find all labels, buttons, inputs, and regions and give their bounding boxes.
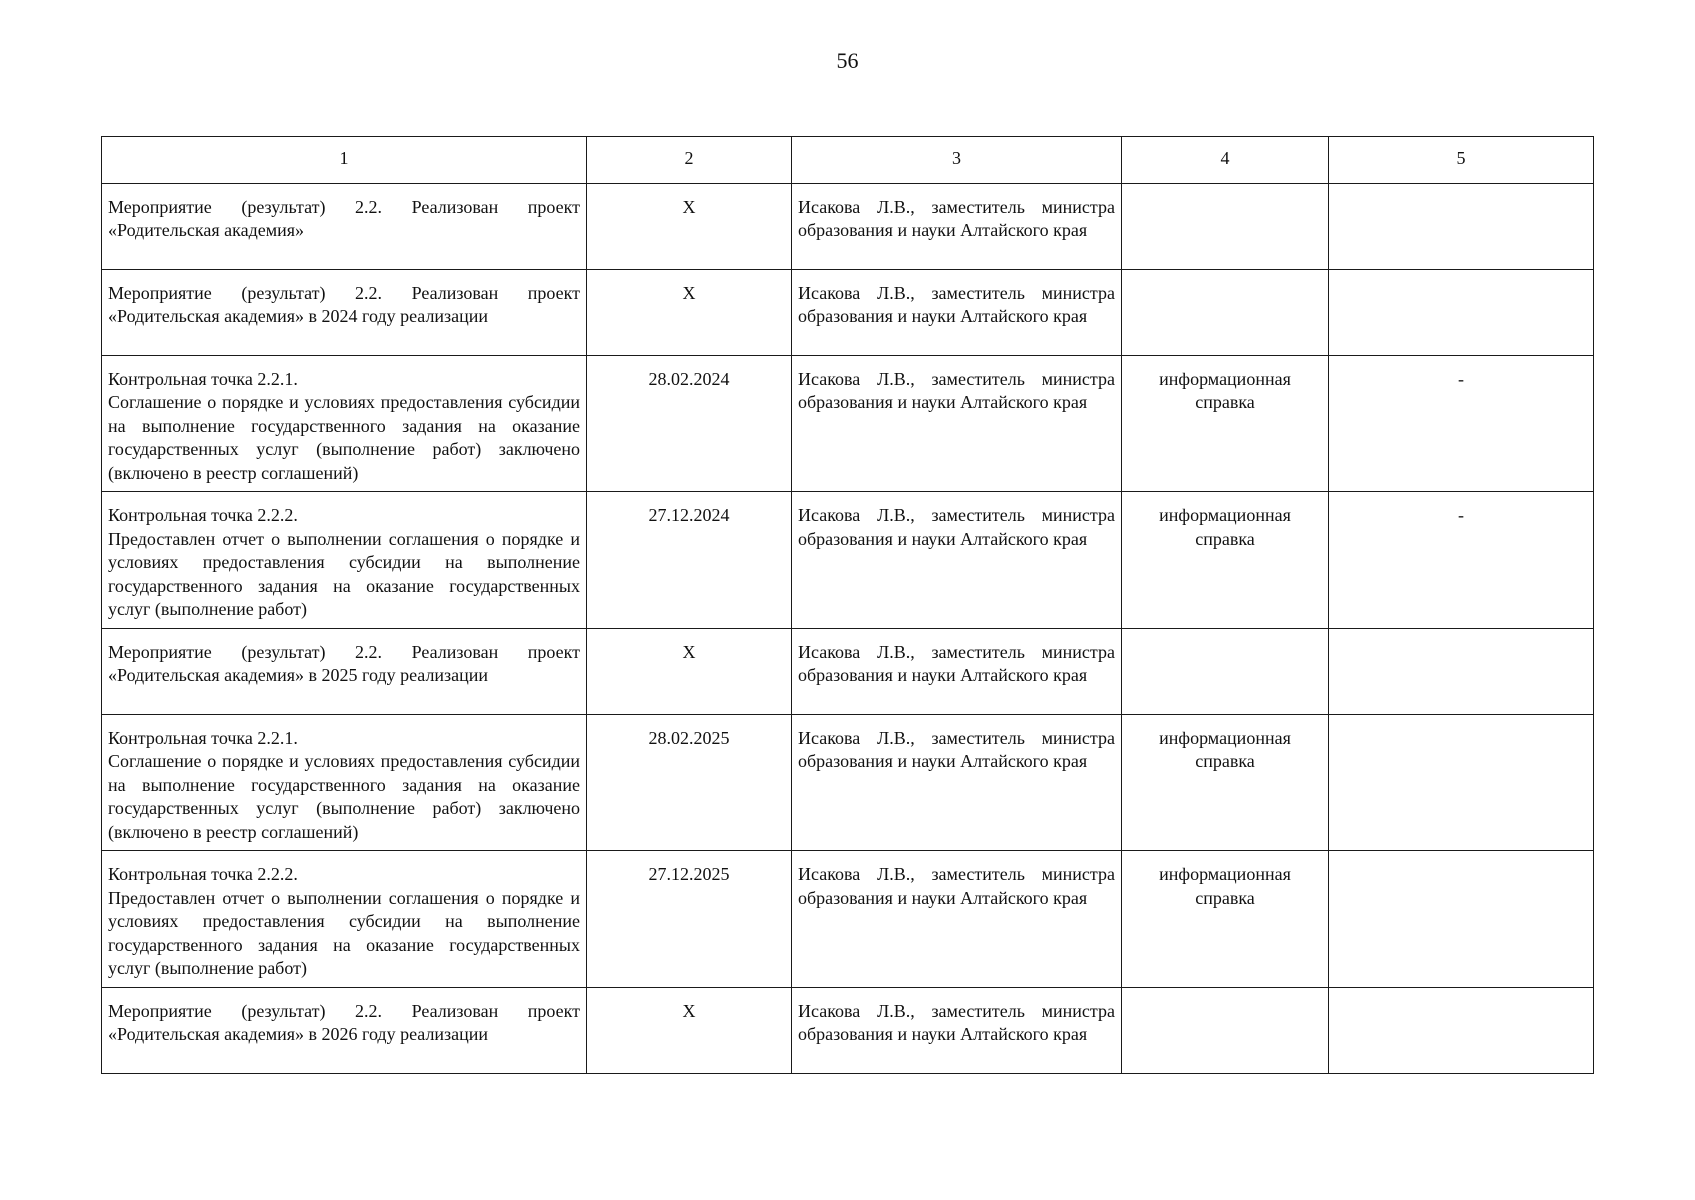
responsible-cell: Исакова Л.В., заместитель министра образования и науки Алтайского края — [792, 492, 1122, 629]
table-row — [102, 628, 1594, 714]
responsible-cell: Исакова Л.В., заместитель министра образования и науки Алтайского края — [792, 851, 1122, 988]
column-5-cell — [1329, 628, 1594, 714]
table-row — [102, 492, 1594, 629]
event-name-cell — [102, 355, 587, 492]
column-header-1: 1 — [102, 137, 587, 184]
event-description: Предоставлен отчет о выполнении соглашения о порядке и условиях предоставления субсидии на выполнение государственного задания на оказание государственных услуг (выполнение работ) — [108, 528, 580, 619]
responsible-cell: Исакова Л.В., заместитель министра образования и науки Алтайского края — [792, 269, 1122, 355]
event-description: Мероприятие (результат) 2.2. Реализован проект «Родительская академия» в 2024 году реализации — [108, 282, 580, 326]
deadline-cell: 28.02.2024 — [587, 355, 792, 492]
column-5-cell: - — [1329, 355, 1594, 492]
event-description: Мероприятие (результат) 2.2. Реализован проект «Родительская академия» в 2026 году реализации — [108, 1000, 580, 1044]
table-row — [102, 714, 1594, 851]
event-name-cell — [102, 851, 587, 988]
deadline-cell: X — [587, 628, 792, 714]
deadline-cell: X — [587, 183, 792, 269]
page-number: 56 — [836, 48, 859, 73]
event-name-cell — [102, 628, 587, 714]
table-row — [102, 355, 1594, 492]
column-5-cell — [1329, 851, 1594, 988]
event-name-cell — [102, 269, 587, 355]
column-5-cell — [1329, 183, 1594, 269]
table-row — [102, 183, 1594, 269]
column-5-cell — [1329, 714, 1594, 851]
table-row — [102, 987, 1594, 1073]
deadline-cell: X — [587, 987, 792, 1073]
header-row — [102, 137, 1594, 184]
column-header-4: 4 — [1122, 137, 1329, 184]
responsible-cell: Исакова Л.В., заместитель министра образования и науки Алтайского края — [792, 714, 1122, 851]
column-5-cell — [1329, 269, 1594, 355]
document-cell — [1122, 183, 1329, 269]
table-row — [102, 269, 1594, 355]
event-title: Контрольная точка 2.2.1. — [108, 368, 298, 389]
document-cell: информационная справка — [1122, 714, 1329, 851]
event-name-cell — [102, 987, 587, 1073]
document-cell — [1122, 987, 1329, 1073]
document-cell — [1122, 269, 1329, 355]
responsible-cell: Исакова Л.В., заместитель министра образования и науки Алтайского края — [792, 183, 1122, 269]
event-name-cell — [102, 492, 587, 629]
column-header-2: 2 — [587, 137, 792, 184]
event-title: Контрольная точка 2.2.2. — [108, 864, 298, 884]
document-cell — [1122, 628, 1329, 714]
table-row — [102, 851, 1594, 988]
event-name-cell — [102, 183, 587, 269]
responsible-cell: Исакова Л.В., заместитель министра образования и науки Алтайского края — [792, 355, 1122, 492]
deadline-cell: X — [587, 269, 792, 355]
column-header-5: 5 — [1329, 137, 1594, 184]
event-description: Предоставлен отчет о выполнении соглашения о порядке и условиях предоставления субсидии на выполнение государственного задания на оказание государственных услуг (выполнение работ) — [108, 887, 580, 978]
responsible-cell: Исакова Л.В., заместитель министра образования и науки Алтайского края — [792, 628, 1122, 714]
event-description: Соглашение о порядке и условиях предоставления субсидии на выполнение государственного задания на оказание государственных услуг (выполнение работ) заключено (включено в реестр соглашений) — [108, 392, 580, 483]
column-header-3: 3 — [792, 137, 1122, 184]
deadline-cell: 27.12.2025 — [587, 851, 792, 988]
event-description: Мероприятие (результат) 2.2. Реализован проект «Родительская академия» в 2025 году реализации — [108, 641, 580, 685]
event-title: Контрольная точка 2.2.1. — [108, 727, 298, 748]
event-name-cell — [102, 714, 587, 851]
document-cell: информационная справка — [1122, 492, 1329, 629]
document-cell: информационная справка — [1122, 851, 1329, 988]
event-title: Контрольная точка 2.2.2. — [108, 505, 298, 525]
deadline-cell: 28.02.2025 — [587, 714, 792, 851]
responsible-cell: Исакова Л.В., заместитель министра образования и науки Алтайского края — [792, 987, 1122, 1073]
document-cell: информационная справка — [1122, 355, 1329, 492]
column-5-cell: - — [1329, 492, 1594, 629]
event-description: Соглашение о порядке и условиях предоставления субсидии на выполнение государственного задания на оказание государственных услуг (выполнение работ) заключено (включено в реестр соглашений) — [108, 751, 580, 842]
column-5-cell — [1329, 987, 1594, 1073]
plan-table — [101, 136, 1594, 1074]
event-description: Мероприятие (результат) 2.2. Реализован проект «Родительская академия» — [108, 196, 580, 240]
deadline-cell: 27.12.2024 — [587, 492, 792, 629]
